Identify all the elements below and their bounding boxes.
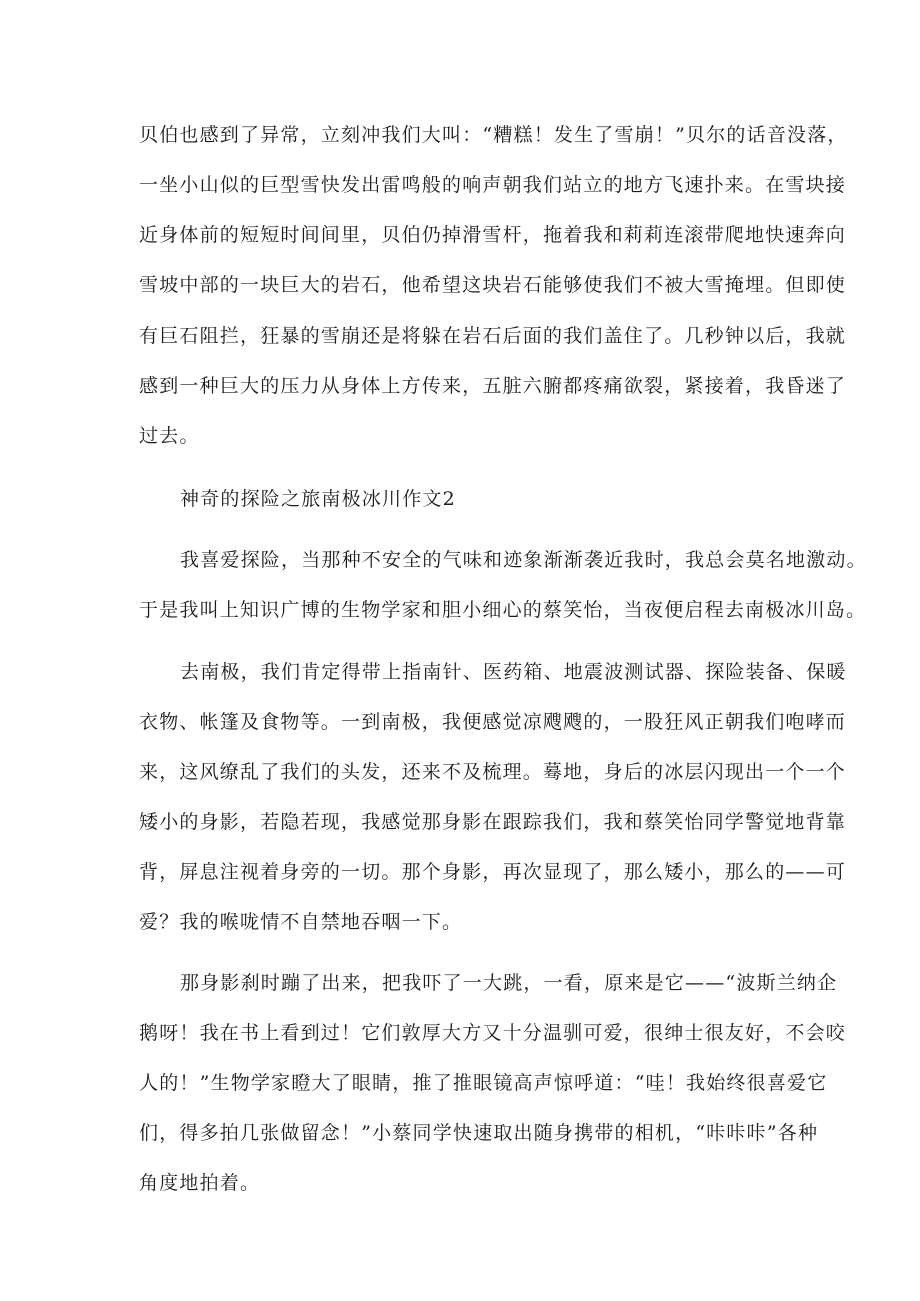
paragraph-1-line: 雪坡中部的一块巨大的岩石，他希望这块岩石能够使我们不被大雪掩埋。但即使: [139, 274, 847, 296]
paragraph-3-line: 爱？我的喉咙情不自禁地吞咽一下。: [139, 911, 463, 933]
paragraph-1-line: 有巨石阻拦，狂暴的雪崩还是将躲在岩石后面的我们盖住了。几秒钟以后，我就: [139, 325, 847, 347]
paragraph-3-line: 衣物、帐篷及食物等。一到南极，我便感觉凉飕飕的，一股狂风正朝我们咆哮而: [139, 711, 847, 733]
paragraph-1-line: 过去。: [139, 425, 200, 447]
paragraph-1-line: 一坐小山似的巨型雪快发出雷鸣般的响声朝我们站立的地方飞速扑来。在雪块接: [139, 174, 847, 196]
paragraph-1-line: 贝伯也感到了异常，立刻冲我们大叫：“糟糕！发生了雪崩！”贝尔的话音没落，: [139, 124, 848, 146]
paragraph-1-line: 近身体前的短短时间间里，贝伯仍掉滑雪杆，拖着我和莉莉连滚带爬地快速奔向: [139, 224, 847, 246]
paragraph-1-line: 感到一种巨大的压力从身体上方传来，五脏六腑都疼痛欲裂，紧接着，我昏迷了: [139, 375, 847, 397]
paragraph-4-line: 们，得多拍几张做留念！”小蔡同学快速取出随身携带的相机，“咔咔咔”各种: [139, 1122, 819, 1144]
paragraph-4-line: 角度地拍着。: [139, 1172, 261, 1194]
paragraph-2-line: 于是我叫上知识广博的生物学家和胆小细心的蔡笑怡，当夜便启程去南极冰川岛。: [139, 599, 867, 621]
paragraph-3-line: 来，这风缭乱了我们的头发，还来不及梳理。蓦地，身后的冰层闪现出一个一个: [139, 761, 847, 783]
paragraph-3-line: 背，屏息注视着身旁的一切。那个身影，再次显现了，那么矮小，那么的——可: [139, 861, 847, 883]
paragraph-3-line: 矮小的身影，若隐若现，我感觉那身影在跟踪我们，我和蔡笑怡同学警觉地背靠: [139, 811, 847, 833]
paragraph-4-line: 鹅呀！我在书上看到过！它们敦厚大方又十分温驯可爱，很绅士很友好，不会咬: [139, 1022, 847, 1044]
paragraph-4-line: 那身影刹时蹦了出来，把我吓了一大跳，一看，原来是它——“波斯兰纳企: [180, 972, 838, 994]
paragraph-4-line: 人的！”生物学家瞪大了眼睛，推了推眼镜高声惊呼道：“哇！我始终很喜爱它: [139, 1072, 828, 1094]
paragraph-2-line: 我喜爱探险，当那种不安全的气味和迹象渐渐袭近我时，我总会莫名地激动。: [180, 549, 867, 571]
section-heading: 神奇的探险之旅南极冰川作文2: [180, 488, 456, 510]
paragraph-3-line: 去南极，我们肯定得带上指南针、医药箱、地震波测试器、探险装备、保暖: [180, 661, 847, 683]
